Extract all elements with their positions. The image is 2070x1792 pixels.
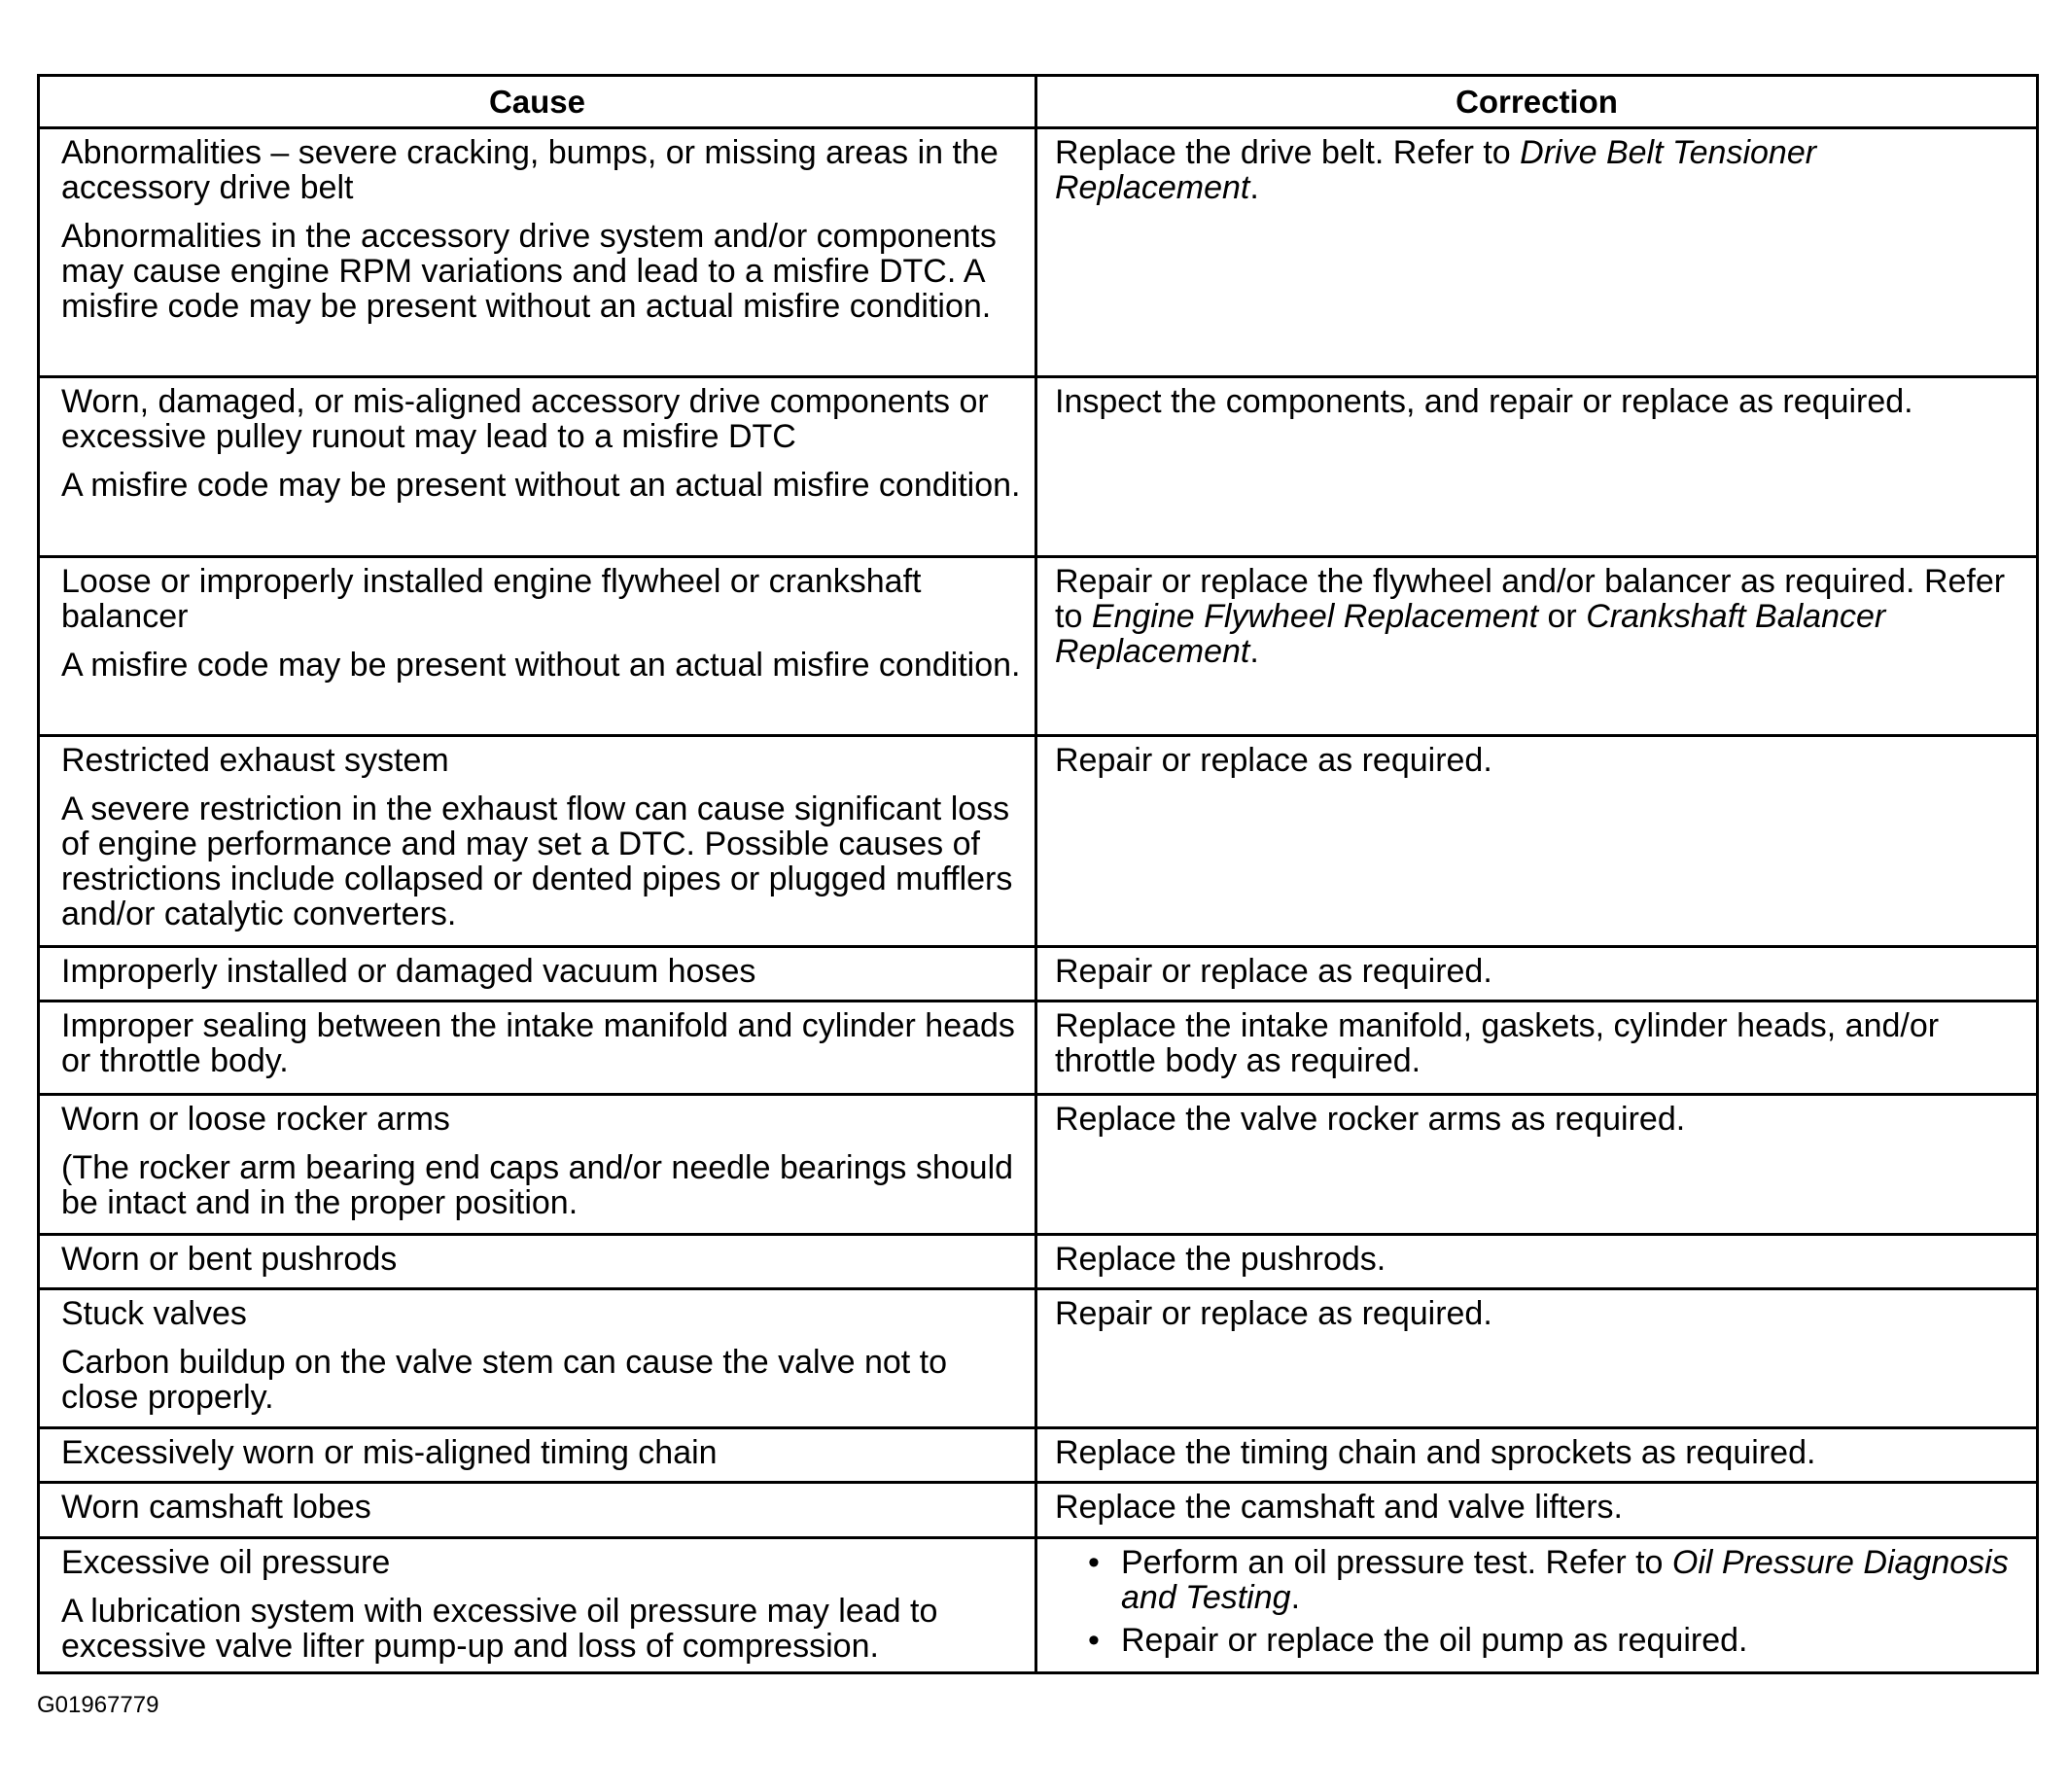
table-row [39, 1538, 2038, 1673]
cause-note: Carbon buildup on the valve stem can cause the valve not to close properly. [61, 1344, 948, 1416]
cause-text: Worn or bent pushrods [61, 1241, 398, 1278]
figure-id: G01967779 [37, 1692, 159, 1718]
cause-note: A lubrication system with excessive oil pressure may lead to excessive valve lifter pump-up and loss of compression. [61, 1593, 938, 1665]
table-row [39, 1001, 2038, 1095]
cause-text: Excessively worn or mis-aligned timing chain [61, 1434, 718, 1471]
cause-text: Restricted exhaust system [61, 742, 449, 779]
cause-text: Stuck valves [61, 1295, 247, 1332]
correction-text: Replace the drive belt. Refer to Drive Belt Tensioner Replacement. [1055, 134, 1817, 206]
header-row [39, 76, 2038, 128]
table-row [39, 947, 2038, 1001]
table-row [39, 1428, 2038, 1483]
table-row [39, 736, 2038, 947]
cause-cell [39, 377, 1036, 557]
correction-text: Repair or replace as required. [1055, 742, 1492, 779]
reference-link[interactable]: Drive Belt Tensioner Replacement [1055, 134, 1817, 206]
cause-cell [39, 1289, 1036, 1428]
cause-note: (The rocker arm bearing end caps and/or needle bearings should be intact and in the proper position. [61, 1149, 1014, 1221]
cause-text: Improperly installed or damaged vacuum hoses [61, 953, 756, 990]
cause-cell [39, 1095, 1036, 1235]
cause-cell [39, 736, 1036, 947]
correction-bullet: • Repair or replace the oil pump as required. [1055, 1623, 2022, 1658]
reference-link[interactable]: Oil Pressure Diagnosis and Testing [1121, 1544, 2009, 1616]
correction-cell [1036, 1289, 2038, 1428]
correction-cell [1036, 1235, 2038, 1289]
correction-cell [1036, 1483, 2038, 1538]
cause-text: Worn camshaft lobes [61, 1489, 371, 1526]
correction-text: Replace the timing chain and sprockets as required. [1055, 1434, 1816, 1471]
cause-cell [39, 1483, 1036, 1538]
correction-cell [1036, 1428, 2038, 1483]
cause-text: Worn, damaged, or mis-aligned accessory drive components or excessive pulley runout may lead to a misfire DTC [61, 383, 989, 455]
table-row [39, 1483, 2038, 1538]
correction-cell [1036, 1538, 2038, 1673]
correction-text: Replace the pushrods. [1055, 1241, 1386, 1278]
table-row [39, 377, 2038, 557]
table-row [39, 1095, 2038, 1235]
cause-text: Loose or improperly installed engine flywheel or crankshaft balancer [61, 563, 922, 635]
cause-cell [39, 128, 1036, 377]
correction-cell [1036, 128, 2038, 377]
table-row [39, 128, 2038, 377]
cause-text: Improper sealing between the intake manifold and cylinder heads or throttle body. [61, 1007, 1015, 1079]
reference-link[interactable]: Engine Flywheel Replacement [1091, 598, 1539, 635]
correction-text: Replace the valve rocker arms as required. [1055, 1101, 1686, 1138]
cause-cell [39, 557, 1036, 736]
correction-text: Repair or replace as required. [1055, 1295, 1492, 1332]
correction-text: Repair or replace the flywheel and/or balancer as required. Refer to Engine Flywheel Replacement or Crankshaft Balancer Replacement. [1055, 563, 2006, 670]
correction-cell [1036, 1095, 2038, 1235]
column-header-correction: Correction [1036, 76, 2038, 128]
cause-note: A severe restriction in the exhaust flow can cause significant loss of engine performance and may set a DTC. Possible causes of restrictions include collapsed or dented pipes or plugged mufflers and/or catalytic converters. [61, 791, 1013, 932]
correction-bullet: • Perform an oil pressure test. Refer to Oil Pressure Diagnosis and Testing. [1055, 1545, 2022, 1615]
diagnosis-table [37, 74, 2036, 1672]
table-row [39, 557, 2038, 736]
reference-link[interactable]: Crankshaft Balancer Replacement [1055, 598, 1886, 670]
cause-note: A misfire code may be present without an actual misfire condition. [61, 467, 1021, 504]
correction-cell [1036, 947, 2038, 1001]
cause-text: Abnormalities – severe cracking, bumps, or missing areas in the accessory drive belt [61, 134, 999, 206]
cause-text: Worn or loose rocker arms [61, 1101, 450, 1138]
correction-cell [1036, 1001, 2038, 1095]
correction-text: Repair or replace as required. [1055, 953, 1492, 990]
correction-cell [1036, 557, 2038, 736]
table-row [39, 1235, 2038, 1289]
correction-text: Replace the intake manifold, gaskets, cylinder heads, and/or throttle body as required. [1055, 1007, 1940, 1079]
correction-text: Inspect the components, and repair or replace as required. [1055, 383, 1913, 420]
cause-cell [39, 1235, 1036, 1289]
cause-note: Abnormalities in the accessory drive system and/or components may cause engine RPM variations and lead to a misfire DTC. A misfire code may be present without an actual misfire condition. [61, 218, 997, 325]
table-row [39, 1289, 2038, 1428]
correction-bullet-list [1055, 1545, 2022, 1658]
cause-text: Excessive oil pressure [61, 1544, 391, 1581]
cause-cell [39, 1001, 1036, 1095]
cause-note: A misfire code may be present without an actual misfire condition. [61, 647, 1021, 684]
correction-text: Replace the camshaft and valve lifters. [1055, 1489, 1623, 1526]
cause-cell [39, 947, 1036, 1001]
column-header-cause: Cause [39, 76, 1036, 128]
correction-cell [1036, 736, 2038, 947]
correction-cell [1036, 377, 2038, 557]
cause-cell [39, 1538, 1036, 1673]
cause-cell [39, 1428, 1036, 1483]
